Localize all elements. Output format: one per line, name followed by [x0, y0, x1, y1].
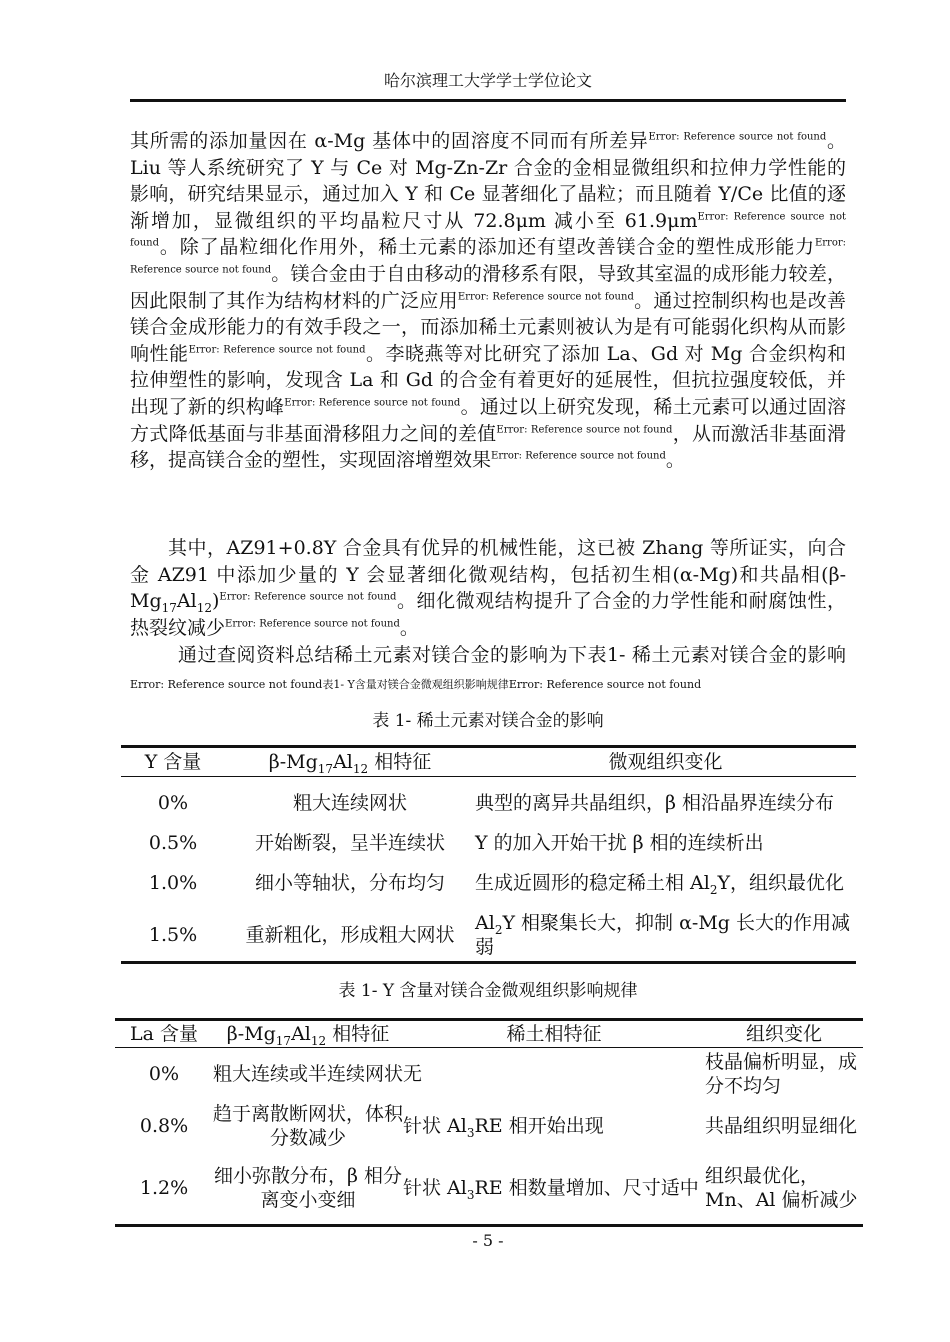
text: 。 [665, 449, 685, 472]
reference-error: Error: Reference source not found [284, 397, 461, 409]
table-cell: 0.5% [148, 831, 198, 854]
column-header: La 含量 [115, 1020, 213, 1048]
text: Al [176, 590, 197, 613]
reference-error: Error: Reference source not found [457, 291, 634, 303]
text: 。 [399, 616, 419, 639]
reference-error: Error: Reference source not found [219, 591, 397, 603]
table-header-row [115, 1020, 863, 1048]
table-caption-ref: 表1- Y含量对镁合金微观组织影响规律 [322, 677, 509, 691]
text: ) [212, 590, 220, 613]
table-cell: Y 的加入开始干扰 β 相的连续析出 [475, 831, 764, 854]
text: 。李晓燕等对比研究了添加 La、Gd 对 Mg 合金织构和拉伸塑性的影响，发现含 La 和 Gd 的合金有着更好的延展性，但抗拉强度较低，并出现了新的织构峰 [130, 342, 846, 418]
body-paragraph-1 [130, 128, 846, 474]
table-cell: 0% [157, 791, 189, 814]
text: 其中，AZ91+0.8Y 合金具有优异的机械性能，这已被 Zhang 等所证实，向合金 AZ91 中添加少量的 Y 会显著细化微观结构，包括初生相(α-Mg)和共晶相(β-Mg [130, 537, 846, 613]
table-2 [115, 1018, 863, 1227]
page-number: - 5 - [472, 1231, 504, 1250]
text: 。细化微观结构提升了合金的力学性能和耐腐蚀性，热裂纹减少 [130, 590, 846, 639]
text: 。Liu 等人系统研究了 Y 与 Ce 对 Mg-Zn-Zr 合金的金相显微组织和拉伸力学性能的影响，研究结果显示，通过加入 Y 和 Ce 显著细化了晶粒；而且随着 Y/Ce 比值的逐渐增加，显微组织的平均晶粒尺寸从 72.8μm 减小至 61.9μm [130, 130, 847, 232]
header-rule [130, 99, 846, 102]
table-cell: 细小弥散分布，β 相分离变小变细 [213, 1152, 403, 1226]
table-row [121, 777, 856, 829]
table-row [115, 1100, 863, 1152]
text: 。通过以上研究发现，稀土元素可以通过固溶方式降低基面与非基面滑移阻力之间的差值 [130, 395, 846, 445]
table-cell: 粗大连续网状 [292, 791, 407, 814]
subscript: 17 [161, 600, 177, 615]
table-row [115, 1048, 863, 1100]
text: 。镁合金由于自由移动的滑移系有限，导致其室温的成形能力较差，因此限制了其作为结构材料的广泛应用 [130, 262, 846, 312]
table-cell: 1.0% [148, 871, 198, 894]
table-cell: 生成近圆形的稳定稀土相 $Al_2Y$，组织最优化 [475, 871, 845, 897]
table-2-caption: 表 1- Y 含量对镁合金微观组织影响规律 [338, 981, 638, 1001]
column-header: 微观组织变化 [475, 747, 856, 777]
reference-error: Error: Reference source not found [130, 238, 846, 276]
table-cell: 0.8% [139, 1114, 189, 1137]
reference-error: Error: Reference source not found [648, 131, 827, 143]
reference-error: Error: Reference source not found [188, 344, 366, 356]
table-row [121, 857, 856, 909]
text: 。除了晶粒细化作用外，稀土元素的添加还有望改善镁合金的塑性成形能力 [159, 236, 815, 259]
column-header: $\beta-Mg_{17}Al_{12}$ 相特征 [225, 747, 475, 777]
table-cell: 针状 $Al_3RE$ 相数量增加、尺寸适中 [403, 1152, 705, 1226]
table-cell: 开始断裂，呈半连续状 [254, 831, 445, 854]
table-cell: 1.2% [115, 1152, 213, 1226]
reference-error: Error: Reference source not found [225, 618, 400, 630]
table-header-row [121, 747, 856, 777]
table-cell: 趋于离散断网状，体积分数减少 [213, 1102, 404, 1149]
running-header: 哈尔滨理工大学学士学位论文 [383, 71, 592, 90]
column-header: 稀土相特征 [403, 1020, 705, 1048]
table-cell: 粗大连续或半连续网状 [213, 1062, 404, 1085]
table-cell: 组织最优化，Mn、Al 偏析减少 [705, 1152, 863, 1226]
body-paragraph-3 [130, 642, 846, 698]
text: ，从而激活非基面滑移，提高镁合金的塑性，实现固溶增塑效果 [130, 422, 846, 472]
table-cell: 共晶组织明显细化 [705, 1114, 858, 1137]
column-header: $\beta-Mg_{17}Al_{12}$ 相特征 [213, 1020, 403, 1048]
text: 通过查阅资料总结稀土元素对镁合金的影响为下表1- 稀土元素对镁合金的影响 [178, 644, 846, 666]
reference-error: Error: Reference source not found [491, 450, 666, 462]
column-header: 组织变化 [705, 1020, 863, 1048]
column-header: Y 含量 [121, 747, 225, 777]
table-cell: 0% [148, 1062, 180, 1085]
table-cell: 1.5% [121, 909, 225, 963]
reference-error: Error: Reference source not found [130, 677, 323, 691]
body-paragraph-2 [130, 535, 846, 641]
reference-error: Error: Reference source not found [130, 211, 846, 250]
table-cell: 针状 $Al_3RE$ 相开始出现 [403, 1114, 604, 1140]
subscript: 12 [196, 600, 212, 615]
reference-error: Error: Reference source not found [508, 677, 702, 691]
text: 。通过控制织构也是改善镁合金成形能力的有效手段之一，而添加稀土元素则被认为是有可能弱化织构从而影响性能 [130, 289, 846, 365]
table-cell: 细小等轴状，分布均匀 [254, 871, 445, 894]
table-cell: 典型的离异共晶组织，β 相沿晶界连续分布 [475, 791, 835, 814]
table-row [115, 1152, 863, 1226]
table-cell: 枝晶偏析明显，成分不均匀 [705, 1050, 858, 1097]
table-row [121, 909, 856, 963]
table-1 [121, 745, 856, 964]
reference-error: Error: Reference source not found [496, 424, 673, 436]
table-cell: 重新粗化，形成粗大网状 [225, 909, 475, 963]
table-cell: $Al_2Y$ 相聚集长大，抑制 α-Mg 长大的作用减弱 [475, 909, 856, 963]
table-row [121, 829, 856, 857]
table-1-caption: 表 1- 稀土元素对镁合金的影响 [372, 711, 604, 731]
text: 其所需的添加量因在 α-Mg 基体中的固溶度不同而有所差异 [130, 130, 649, 152]
table-cell: 无 [403, 1062, 423, 1085]
